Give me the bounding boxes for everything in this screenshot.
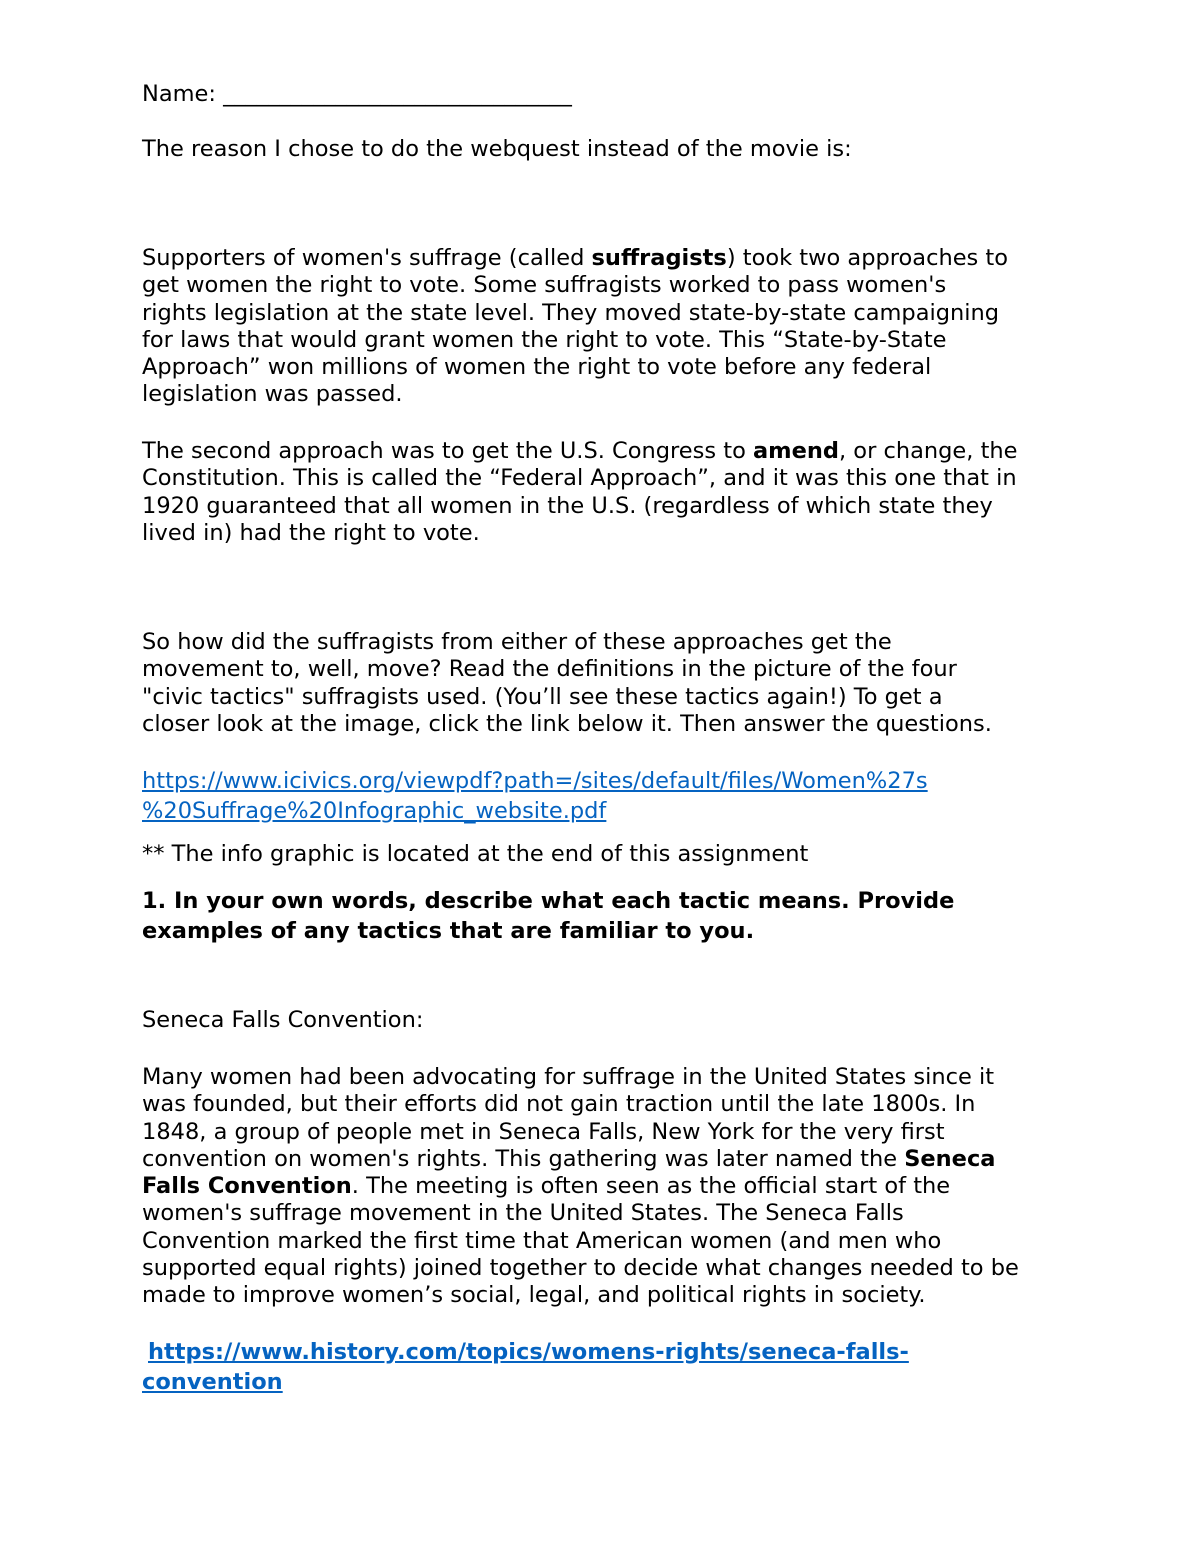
name-blank: _______________________________ [223,81,572,107]
paragraph-seneca-falls: Many women had been advocating for suffrage in the United States since it was founded, but their efforts did not gain traction until the late 1800s. In 1848, a group of people met in Seneca Falls, New York for the very first convention on women's rights. This gathering was later named the Seneca Falls Convention. The meeting is often seen as the official start of the women's suffrage movement in the United States. The Seneca Falls Convention marked the first time that American women (and men who supported equal rights) joined together to decide what changes needed to be made to improve women’s social, legal, and political rights in society. [142,1064,1019,1309]
paragraph-civic-tactics: So how did the suffragists from either of these approaches get the movement to, well, move? Read the definitions in the picture of the four "civic tactics" suffragists used. (You’ll see these tactics again!) To get a closer look at the image, click the link below it. Then answer the questions. [142,629,992,737]
icivics-link-line-2[interactable]: %20Suffrage%20Infographic_website.pdf [142,798,607,824]
icivics-link[interactable] [142,766,1072,826]
term-falls-convention: Falls Convention [142,1173,352,1200]
paragraph-federal-approach: The second approach was to get the U.S. Congress to amend, or change, the Constitution. This is called the “Federal Approach”, and it was this one that in 1920 guaranteed that all women in the U.S. (regardless of which state they lived in) had the right to vote. [142,438,1018,546]
icivics-link-line-1[interactable]: https://www.icivics.org/viewpdf?path=/sites/default/files/Women%27s [142,768,928,794]
term-seneca: Seneca [904,1145,996,1172]
name-line [142,81,1072,108]
reason-prompt: The reason I chose to do the webquest instead of the movie is: [142,136,852,162]
history-link-line-2[interactable]: convention [142,1369,283,1395]
term-amend: amend [752,438,839,464]
name-label: Name: [142,81,224,107]
seneca-heading: Seneca Falls Convention: [142,1007,424,1033]
infographic-note: ** The info graphic is located at the end of this assignment [142,841,809,867]
question-1: 1. In your own words, describe what each tactic means. Provide examples of any tactics that are familiar to you. [142,888,955,944]
term-suffragists: suffragists [591,245,727,271]
history-link-line-1[interactable]: https://www.history.com/topics/womens-rights/seneca-falls- [148,1339,909,1365]
paragraph-approaches: Supporters of women's suffrage (called suffragists) took two approaches to get women the right to vote. Some suffragists worked to pass women's rights legislation at the state level. They moved state-by-state campaigning for laws that would grant women the right to vote. This “State-by-State Approach” won millions of women the right to vote before any federal legislation was passed. [142,245,1009,408]
history-link[interactable] [142,1337,1072,1397]
